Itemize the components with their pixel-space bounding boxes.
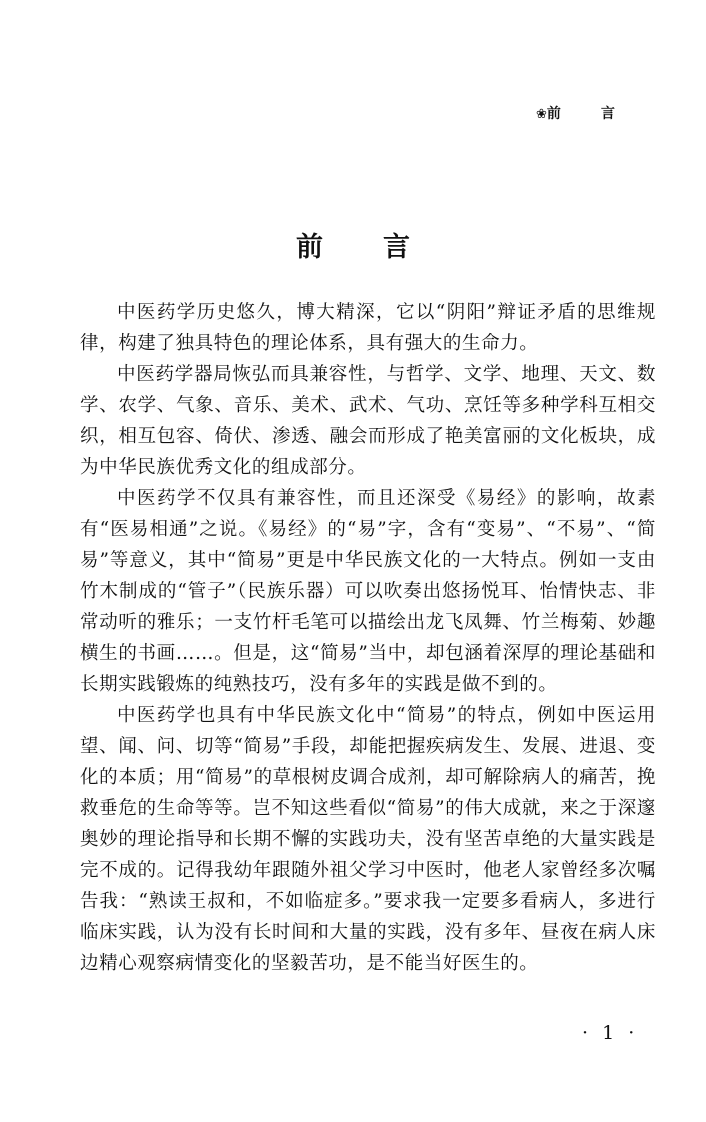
paragraph: 中医药学历史悠久，博大精深，它以“阴阳”辩证矛盾的思维规律，构建了独具特色的理论体系，具有强大的生命力。 (80, 302, 656, 354)
paragraph: 中医药学器局恢弘而具兼容性，与哲学、文学、地理、天文、数学、农学、气象、音乐、美术、武术、气功、烹饪等多种学科互相交织，相互包容、倚伏、渗透、融会而形成了艳美富丽的文化板块，成为中华民族优秀文化的组成部分。 (80, 364, 656, 478)
paragraph: 中医药学不仅具有兼容性，而且还深受《易经》的影响，故素有“医易相通”之说。《易经》的“易”字，含有“变易”、“不易”、“简易”等意义，其中“简易”更是中华民族文化的一大特点。例如一支由竹木制成的“管子”（民族乐器）可以吹奏出悠扬悦耳、怡情快志、非常动听的雅乐；一支竹杆毛笔可以描绘出龙飞凤舞、竹兰梅菊、妙趣横生的书画……。但是，这“简易”当中，却包涵着深厚的理论基础和长期实践锻炼的纯熟技巧，没有多年的实践是做不到的。 (80, 488, 656, 695)
page-title: 前言 (296, 232, 470, 263)
running-head (536, 104, 655, 124)
body-text (80, 297, 656, 979)
page-number: · 1 · (582, 1022, 639, 1044)
flower-ornament-icon: ❀ (536, 107, 547, 122)
running-head-title: 前言 (546, 106, 655, 122)
paragraph: 中医药学也具有中华民族文化中“简易”的特点，例如中医运用望、闻、问、切等“简易”手段，却能把握疾病发生、发展、进退、变化的本质；用“简易”的草根树皮调合成剂，却可解除病人的痛苦，挽救垂危的生命等等。岂不知这些看似“简易”的伟大成就，来之于深邃奥妙的理论指导和长期不懈的实践功夫，没有坚苦卓绝的大量实践是完不成的。记得我幼年跟随外祖父学习中医时，他老人家曾经多次嘱告我：“熟读王叔和，不如临症多。”要求我一定要多看病人，多进行临床实践，认为没有长时间和大量的实践，没有多年、昼夜在病人床边精心观察病情变化的坚毅苦功，是不能当好医生的。 (80, 705, 656, 974)
